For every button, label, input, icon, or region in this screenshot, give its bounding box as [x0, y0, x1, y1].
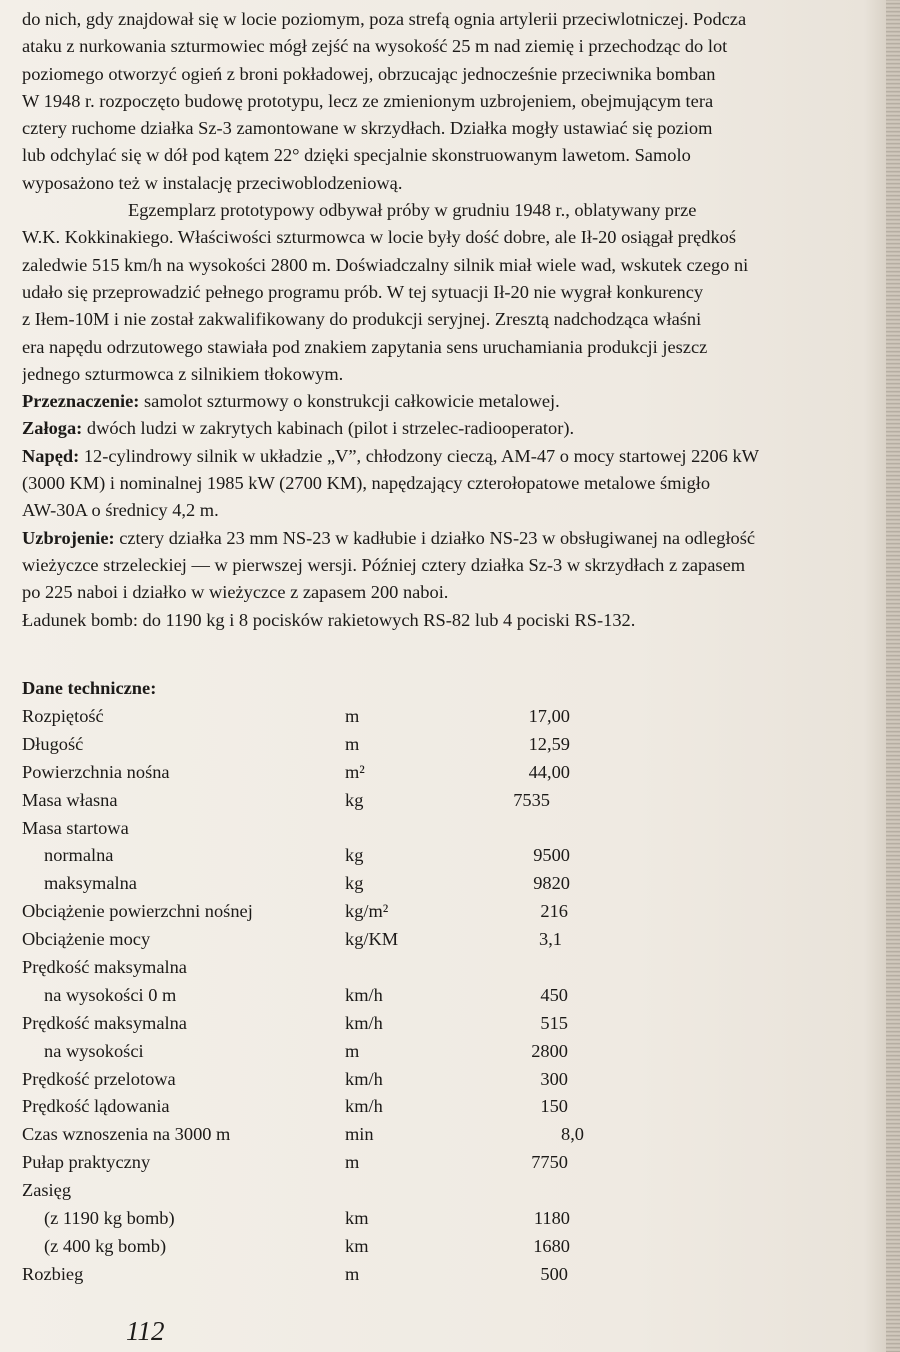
- spec-unit: km: [345, 1235, 369, 1256]
- spec-row: [22, 734, 642, 762]
- spec-unit: m: [345, 1152, 360, 1173]
- przeznaczenie-line: [22, 388, 894, 415]
- spec-label: maksymalna: [44, 873, 137, 894]
- spec-row: [22, 1096, 642, 1124]
- zaloga-text: dwóch ludzi w zakrytych kabinach (pilot i strzelec-radiooperator).: [82, 418, 575, 439]
- spec-row: [22, 1152, 642, 1180]
- spec-unit: m²: [345, 761, 365, 782]
- spec-row: [22, 706, 642, 734]
- uzbrojenie-line: [22, 525, 894, 552]
- naped-label: Napęd:: [22, 445, 80, 466]
- spec-value: 7535: [513, 789, 550, 810]
- text-line: zaledwie 515 km/h na wysokości 2800 m. Doświadczalny silnik miał wiele wad, wskutek czego ni: [22, 254, 749, 275]
- spec-unit: km/h: [345, 984, 383, 1005]
- uzbrojenie-text: cztery działka 23 mm NS-23 w kadłubie i działko NS-23 w obsługiwanej na odległość: [114, 527, 756, 548]
- spec-value: 3,1: [539, 929, 562, 950]
- body-text: [22, 6, 894, 634]
- spec-row: [22, 1041, 642, 1069]
- spec-value: 7750: [531, 1152, 568, 1173]
- spec-label: Zasięg: [22, 1180, 72, 1201]
- text-line: era napędu odrzutowego stawiała pod znakiem zapytania sens uruchamiania produkcji jeszcz: [22, 336, 708, 357]
- spec-value: 150: [540, 1096, 568, 1117]
- spec-row: [22, 1180, 642, 1208]
- text-line: po 225 naboi i działko w wieżyczce z zapasem 200 naboi.: [22, 582, 449, 603]
- spec-label: Czas wznoszenia na 3000 m: [22, 1124, 231, 1145]
- specs-heading: Dane techniczne:: [22, 678, 157, 698]
- spec-unit: km/h: [345, 1096, 383, 1117]
- spec-row: [22, 762, 642, 790]
- text-line: Egzemplarz prototypowy odbywał próby w grudniu 1948 r., oblatywany prze: [128, 200, 697, 221]
- spec-row: [22, 957, 642, 985]
- spec-label: Masa własna: [22, 789, 118, 810]
- spec-value: 1180: [533, 1208, 570, 1229]
- page-number: 112: [126, 1316, 165, 1346]
- spec-label: Prędkość przelotowa: [22, 1068, 176, 1089]
- specs-table: [22, 706, 642, 1292]
- spec-row: [22, 1208, 642, 1236]
- spec-label: Długość: [22, 733, 84, 754]
- spec-row: [22, 818, 642, 846]
- spec-row: [22, 790, 642, 818]
- spec-value: 515: [540, 1012, 568, 1033]
- text-line: z Iłem-10M i nie został zakwalifikowany do produkcji seryjnej. Zresztą nadchodząca właśni: [22, 309, 702, 330]
- text-line: lub odchylać się w dół pod kątem 22° dzięki specjalnie skonstruowanym lawetom. Samolo: [22, 145, 691, 166]
- spec-row: [22, 901, 642, 929]
- text-line: (3000 KM) i nominalnej 1985 kW (2700 KM), napędzający czterołopatowe metalowe śmigło: [22, 473, 711, 494]
- zaloga-line: [22, 415, 894, 442]
- spec-value: 1680: [533, 1235, 570, 1256]
- spec-row: [22, 873, 642, 901]
- spec-label: Prędkość maksymalna: [22, 957, 187, 978]
- spec-row: [22, 1264, 642, 1292]
- zaloga-label: Załoga:: [22, 418, 83, 439]
- text-line: W.K. Kokkinakiego. Właściwości szturmowca w locie były dość dobre, ale Ił-20 osiągał prędkoś: [22, 227, 736, 248]
- spec-label: Pułap praktyczny: [22, 1152, 151, 1173]
- text-line: AW-30A o średnicy 4,2 m.: [22, 500, 219, 521]
- spec-unit: m: [345, 1040, 360, 1061]
- spec-unit: km/h: [345, 1068, 383, 1089]
- spec-value: 450: [540, 984, 568, 1005]
- spec-label: (z 400 kg bomb): [44, 1235, 167, 1256]
- naped-text: 12-cylindrowy silnik w układzie „V”, chłodzony cieczą, AM-47 o mocy startowej 2206 kW: [79, 445, 759, 466]
- spec-row: [22, 845, 642, 873]
- text-line: do nich, gdy znajdował się w locie poziomym, poza strefą ognia artylerii przeciwlotniczej. Podcza: [22, 9, 747, 29]
- naped-line: [22, 443, 894, 470]
- spec-label: Prędkość maksymalna: [22, 1012, 187, 1033]
- spec-value: 216: [540, 901, 568, 922]
- ladunek-line: Ładunek bomb: do 1190 kg i 8 pocisków rakietowych RS-82 lub 4 pociski RS-132.: [22, 609, 636, 630]
- spec-label: Obciążenie powierzchni nośnej: [22, 901, 253, 922]
- spec-unit: kg/KM: [345, 929, 399, 950]
- uzbrojenie-label: Uzbrojenie:: [22, 527, 115, 548]
- spec-value: 500: [540, 1263, 568, 1284]
- spec-row: [22, 1124, 642, 1152]
- text-line: cztery ruchome działka Sz-3 zamontowane w skrzydłach. Działka mogły ustawiać się poziom: [22, 118, 713, 139]
- przeznaczenie-label: Przeznaczenie:: [22, 391, 140, 412]
- spec-row: [22, 985, 642, 1013]
- spec-unit: m: [345, 733, 360, 754]
- spec-value: 12,59: [528, 733, 570, 754]
- spec-unit: kg: [345, 873, 364, 894]
- spec-unit: kg: [345, 789, 364, 810]
- spec-row: [22, 1013, 642, 1041]
- text-line: wieżyczce strzeleckiej — w pierwszej wersji. Później cztery działka Sz-3 w skrzydłach z zapasem: [22, 554, 746, 575]
- spec-label: Masa startowa: [22, 817, 129, 838]
- spec-label: Obciążenie mocy: [22, 929, 151, 950]
- spec-value: 8,0: [561, 1124, 584, 1145]
- spec-row: [22, 929, 642, 957]
- spec-label: Rozbieg: [22, 1263, 84, 1284]
- spec-label: Powierzchnia nośna: [22, 761, 170, 782]
- text-line: W 1948 r. rozpoczęto budowę prototypu, lecz ze zmienionym uzbrojeniem, obejmującym tera: [22, 90, 714, 111]
- spec-label: (z 1190 kg bomb): [44, 1208, 175, 1229]
- spec-unit: km/h: [345, 1012, 383, 1033]
- spec-unit: km: [345, 1208, 369, 1229]
- text-line: jednego szturmowca z silnikiem tłokowym.: [22, 363, 344, 384]
- spec-label: na wysokości 0 m: [44, 984, 177, 1005]
- spec-label: Prędkość lądowania: [22, 1096, 170, 1117]
- spec-unit: kg: [345, 845, 364, 866]
- text-line: poziomego otworzyć ogień z broni pokładowej, obrzucając jednocześnie przeciwnika bomban: [22, 63, 716, 84]
- spec-unit: min: [345, 1124, 374, 1145]
- spec-row: [22, 1069, 642, 1097]
- spec-label: na wysokości: [44, 1040, 144, 1061]
- text-line: ataku z nurkowania szturmowiec mógł zejść na wysokość 25 m nad ziemię i przechodząc do lot: [22, 36, 728, 57]
- spec-value: 2800: [531, 1040, 568, 1061]
- spec-value: 44,00: [528, 761, 570, 782]
- text-line: wyposażono też w instalację przeciwoblodzeniową.: [22, 172, 403, 193]
- spec-value: 9500: [533, 845, 570, 866]
- spec-value: 300: [540, 1068, 568, 1089]
- przeznaczenie-text: samolot szturmowy o konstrukcji całkowicie metalowej.: [139, 391, 560, 412]
- spec-value: 17,00: [528, 706, 570, 726]
- spec-unit: m: [345, 1263, 360, 1284]
- spec-label: Rozpiętość: [22, 706, 104, 726]
- spec-label: normalna: [44, 845, 114, 866]
- spec-row: [22, 1236, 642, 1264]
- spec-unit: m: [345, 706, 360, 726]
- spec-value: 9820: [533, 873, 570, 894]
- text-line: udało się przeprowadzić pełnego programu prób. W tej sytuacji Ił-20 nie wygrał konkurency: [22, 281, 704, 302]
- spec-unit: kg/m²: [345, 901, 389, 922]
